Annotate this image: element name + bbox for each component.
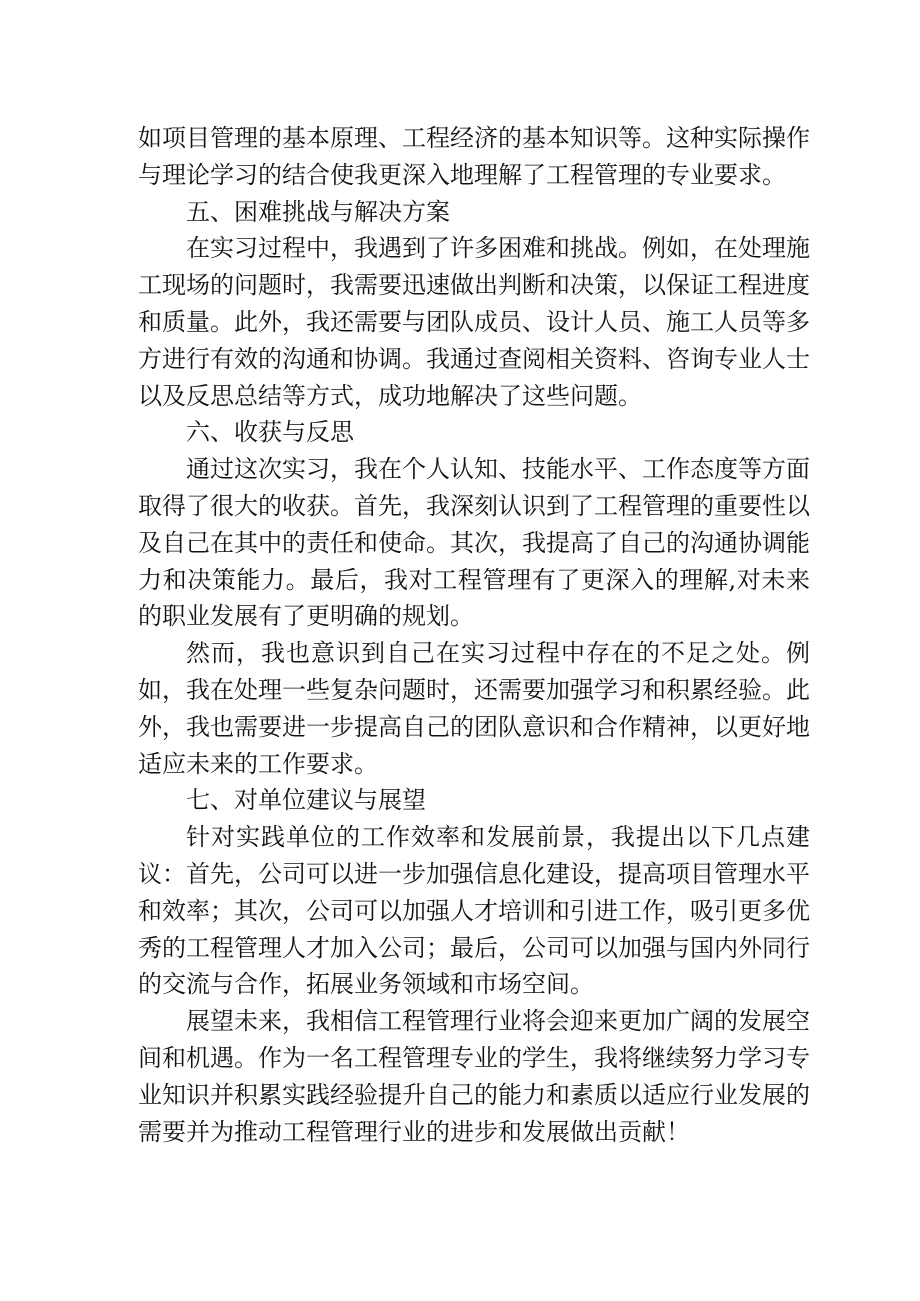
paragraph-difficulties: 在实习过程中，我遇到了许多困难和挑战。例如，在处理施工现场的问题时，我需要迅速做出判断和决策，以保证工程进度和质量。此外，我还需要与团队成员、设计人员、施工人员等多方进行有效的沟通和协调。我通过查阅相关资料、咨询专业人士以及反思总结等方式，成功地解决了这些问题。 [138, 234, 810, 410]
paragraph-outlook: 展望未来，我相信工程管理行业将会迎来更加广阔的发展空间和机遇。作为一名工程管理专业的学生，我将继续努力学习专业知识并积累实践经验提升自己的能力和素质以适应行业发展的需要并为推动工程管理行业的进步和发展做出贡献！ [138, 1007, 810, 1146]
section-heading-suggestions: 七、对单位建议与展望 [186, 786, 426, 815]
paragraph-suggestions: 针对实践单位的工作效率和发展前景，我提出以下几点建议：首先，公司可以进一步加强信息化建设，提高项目管理水平和效率；其次，公司可以加强人才培训和引进工作，吸引更多优秀的工程管理人才加入公司；最后，公司可以加强与国内外同行的交流与合作，拓展业务领域和市场空间。 [138, 823, 810, 999]
section-heading-difficulties: 五、困难挑战与解决方案 [186, 197, 450, 226]
paragraph-shortcomings: 然而，我也意识到自己在实习过程中存在的不足之处。例如，我在处理一些复杂问题时，还需要加强学习和积累经验。此外，我也需要进一步提高自己的团队意识和合作精神，以更好地适应未来的工作要求。 [138, 639, 810, 778]
document-body [138, 120, 810, 1150]
section-heading-gains: 六、收获与反思 [186, 418, 354, 447]
paragraph-gains: 通过这次实习，我在个人认知、技能水平、工作态度等方面取得了很大的收获。首先，我深刻认识到了工程管理的重要性以及自己在其中的责任和使命。其次，我提高了自己的沟通协调能力和决策能力。最后，我对工程管理有了更深入的理解,对未来的职业发展有了更明确的规划。 [138, 455, 810, 631]
paragraph-continuation: 如项目管理的基本原理、工程经济的基本知识等。这种实际操作与理论学习的结合使我更深入地理解了工程管理的专业要求。 [138, 124, 810, 189]
